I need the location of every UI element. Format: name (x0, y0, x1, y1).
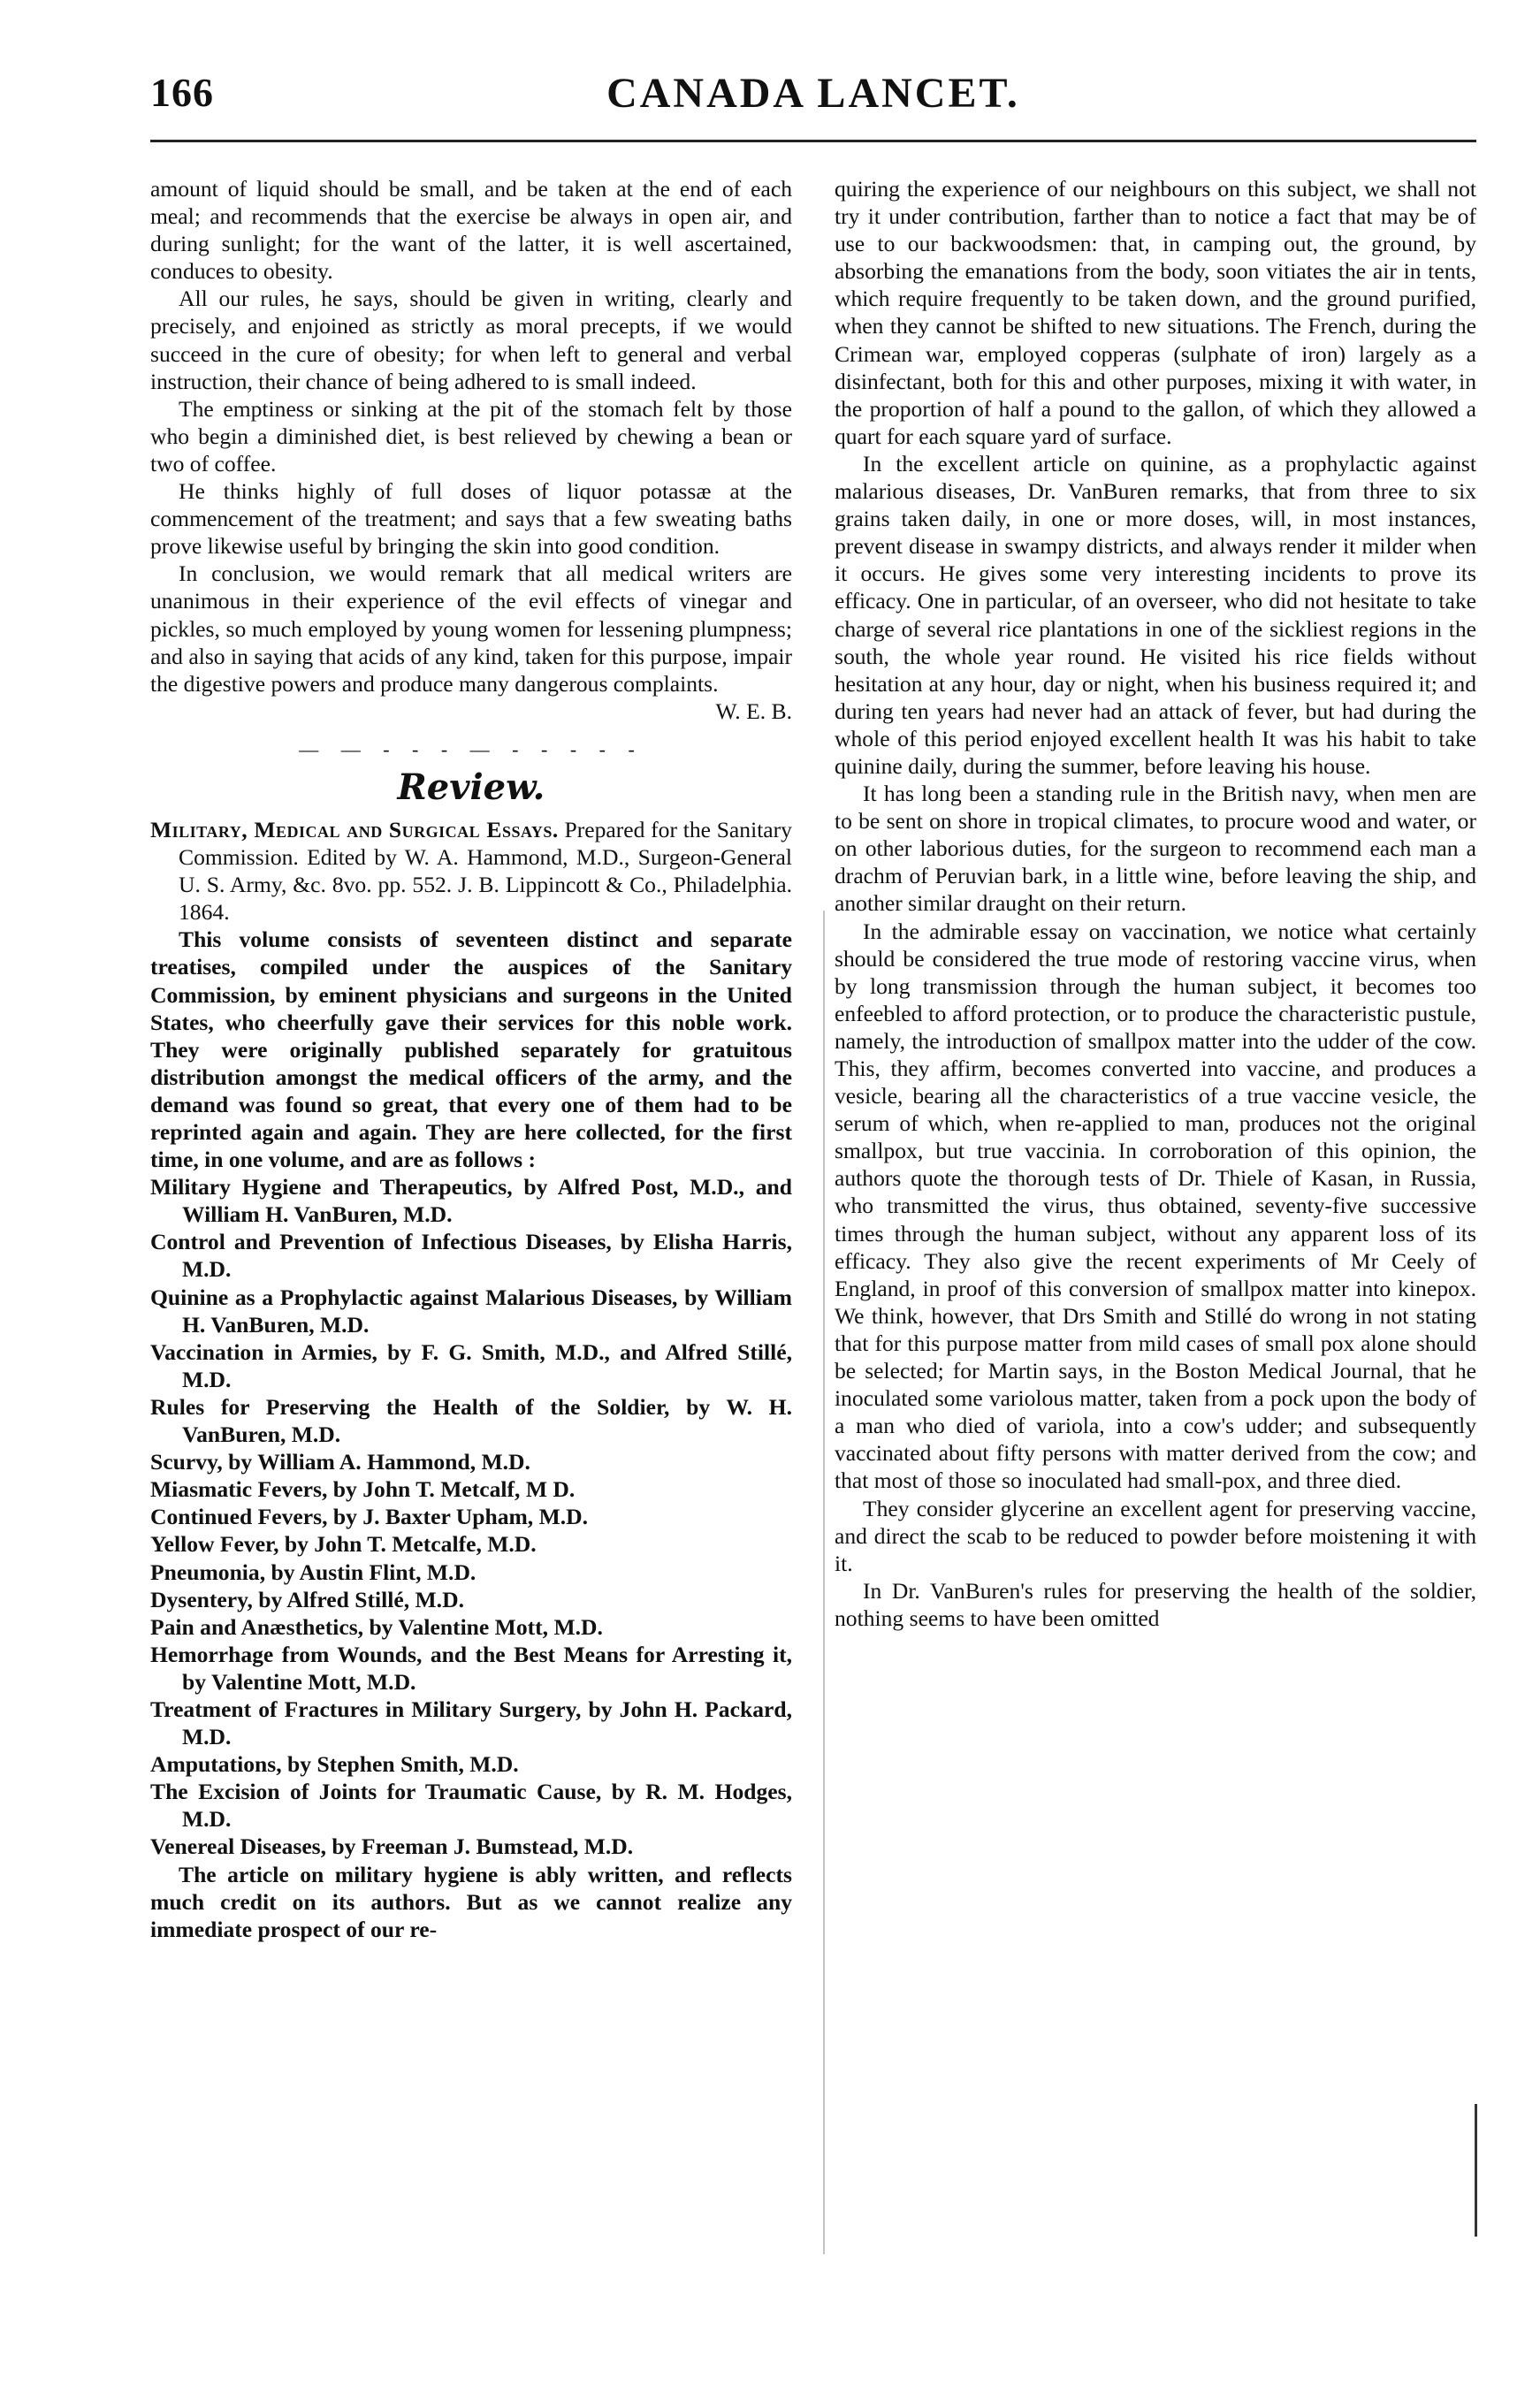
essay-list-item: Pneumonia, by Austin Flint, M.D. (150, 1559, 476, 1585)
essay-list-item: Scurvy, by William A. Hammond, M.D. (150, 1449, 530, 1475)
page-number: 166 (150, 70, 214, 115)
paragraph: It has long been a standing rule in the British navy, when men are to be sent on shore in tropical climates, to procure wood and water, or on other laborious duties, for the surgeon to recommend each man a drachm of Peruvian bark, in a little wine, before leaving the ship, and another similar draught on their return. (835, 781, 1476, 917)
review-citation-details: Prepared for the Sanitary Commission. Edited by W. A. Hammond, M.D., Surgeon-General U. S. Army, &c. 8vo. pp. 552. J. B. Lippincott & Co., Philadelphia. 1864. (179, 816, 792, 926)
essay-list-item: Hemorrhage from Wounds, and the Best Means for Arresting it, by Valentine Mott, M.D. (150, 1641, 792, 1695)
essay-list-item: Venereal Diseases, by Freeman J. Bumstead, M.D. (150, 1833, 634, 1860)
review-citation (150, 816, 792, 926)
essay-list-item: Miasmatic Fevers, by John T. Metcalf, M D. (150, 1476, 576, 1503)
section-heading: Review. (397, 766, 545, 808)
essay-list (150, 1173, 792, 1860)
essay-list-item: Rules for Preserving the Health of the Soldier, by W. H. VanBuren, M.D. (150, 1393, 792, 1448)
right-column (835, 175, 1476, 1632)
column-divider (823, 911, 825, 2254)
essay-list-item: Amputations, by Stephen Smith, M.D. (150, 1751, 519, 1778)
essay-list-item: Control and Prevention of Infectious Diseases, by Elisha Harris, M.D. (150, 1229, 792, 1283)
essay-list-item: The Excision of Joints for Traumatic Cause, by R. M. Hodges, M.D. (150, 1779, 792, 1833)
left-column (150, 175, 792, 1943)
paragraph: amount of liquid should be small, and be taken at the end of each meal; and recommends that the exercise be always in open air, and during sunlight; for the want of the latter, it is well ascertained, conduces to obesity. (150, 176, 792, 285)
author-signature: W. E. B. (715, 697, 792, 724)
journal-title: CANADA LANCET. (606, 70, 1020, 117)
essay-list-item: Dysentery, by Alfred Stillé, M.D. (150, 1586, 464, 1612)
paragraph: He thinks highly of full doses of liquor potassæ at the commencement of the treatment; and says that a few sweating baths prove likewise useful by bringing the skin into good condition. (150, 478, 792, 560)
paragraph: They consider glycerine an excellent agent for preserving vaccine, and direct the scab to be reduced to powder before moistening it with it. (835, 1495, 1476, 1576)
essay-list-item: Treatment of Fractures in Military Surgery, by John H. Packard, M.D. (150, 1696, 792, 1750)
essay-list-item: Military Hygiene and Therapeutics, by Alfred Post, M.D., and William H. VanBuren, M.D. (150, 1174, 792, 1228)
paragraph: All our rules, he says, should be given in writing, clearly and precisely, and enjoined as strictly as moral precepts, if we would succeed in the cure of obesity; for when left to general and verbal instruction, their chance of being adhered to is small indeed. (150, 286, 792, 394)
paragraph: In the admirable essay on vaccination, we notice what certainly should be considered the true mode of restoring vaccine virus, when by long transmission through the human subject, it becomes too enfeebled to afford protection, or to produce the characteristic pustule, namely, the introduction of smallpox matter into the udder of the cow. This, they affirm, becomes converted into vaccine, and produces a vesicle, bearing all the characteristics of a true vaccine vesicle, the serum of which, when re-applied to man, produces not the original smallpox, but true vaccinia. In corroboration of this opinion, the authors quote the thorough tests of Dr. Thiele of Kasan, in Russia, who transmitted the virus, thus obtained, seventy-five successive times through the human subject, without any apparent loss of its efficacy. They also give the recent experiments of Mr Ceely of England, in proof of this conversion of smallpox matter into kinepox. We think, however, that Drs Smith and Stillé do wrong in not stating that for this purpose matter from mild cases of small pox alone should be selected; for Martin says, in the Boston Medical Journal, that he inoculated some variolous matter, taken from a pock upon the body of a man who died of variola, into a cow's udder; and subsequently vaccinated about fifty persons with matter derived from the cow; and that most of those so inoculated had small-pox, and three died. (835, 918, 1476, 1494)
paragraph: The article on military hygiene is ably written, and reflects much credit on its authors. But as we cannot realize any immediate prospect of our re- (150, 1861, 792, 1942)
paragraph: quiring the experience of our neighbours on this subject, we shall not try it under contribution, farther than to notice a fact that may be of use to our backwoodsmen: that, in camping out, the ground, by absorbing the emanations from the body, soon vitiates the air in tents, which require frequently to be taken down, and the ground purified, when they cannot be shifted to new situations. The French, during the Crimean war, employed copperas (sulphate of iron) largely as a disinfectant, both for this and other purposes, mixing it with water, in the proportion of half a pound to the gallon, of which they allowed a quart for each square yard of surface. (835, 176, 1476, 449)
review-book-title: Military, Medical and Surgical Essays. (150, 816, 559, 842)
essay-list-item: Vaccination in Armies, by F. G. Smith, M.D., and Alfred Stillé, M.D. (150, 1338, 792, 1392)
section-separator: — — - - - — - - - - - (299, 737, 644, 760)
paragraph: In the excellent article on quinine, as a prophylactic against malarious diseases, Dr. VanBuren remarks, that from three to six grains taken daily, in one or more doses, will, in most instances, prevent disease in swampy districts, and always render it milder when it occurs. He gives some very interesting incidents to prove its efficacy. One in particular, of an overseer, who did not hesitate to take charge of several rice plantations in one of the sickliest regions in the south, the whole year round. He visited his rice fields without hesitation at any hour, day or night, when his business required it; and during ten years had never had an attack of fever, but had during the whole of this period enjoyed excellent health It was his habit to take quinine daily, during the summer, before leaving his house. (835, 450, 1476, 779)
paragraph: The emptiness or sinking at the pit of the stomach felt by those who begin a diminished diet, is best relieved by chewing a bean or two of coffee. (150, 395, 792, 476)
essay-list-item: Pain and Anæsthetics, by Valentine Mott, M.D. (150, 1613, 603, 1640)
essay-list-item: Yellow Fever, by John T. Metcalfe, M.D. (150, 1531, 537, 1558)
running-header (150, 69, 1476, 131)
essay-list-item: Continued Fevers, by J. Baxter Upham, M.D. (150, 1504, 589, 1530)
paragraph: In Dr. VanBuren's rules for preserving the health of the soldier, nothing seems to have been omitted (835, 1577, 1476, 1631)
header-rule (150, 140, 1476, 142)
margin-rule (1475, 2104, 1477, 2237)
essay-list-item: Quinine as a Prophylactic against Malarious Diseases, by William H. VanBuren, M.D. (150, 1284, 792, 1338)
paragraph: This volume consists of seventeen distinct and separate treatises, compiled under the auspices of the Sanitary Commission, by eminent physicians and surgeons in the United States, who cheerfully gave their services for this noble work. They were originally published separately for gratuitous distribution amongst the medical officers of the army, and the demand was found so great, that every one of them had to be reprinted again and again. They are here collected, for the first time, in one volume, and are as follows : (150, 926, 792, 1173)
paragraph: In conclusion, we would remark that all medical writers are unanimous in their experience of the evil effects of vinegar and pickles, so much employed by young women for lessening plumpness; and also in saying that acids of any kind, taken for this purpose, impair the digestive powers and produce many dangerous complaints. (150, 560, 792, 697)
